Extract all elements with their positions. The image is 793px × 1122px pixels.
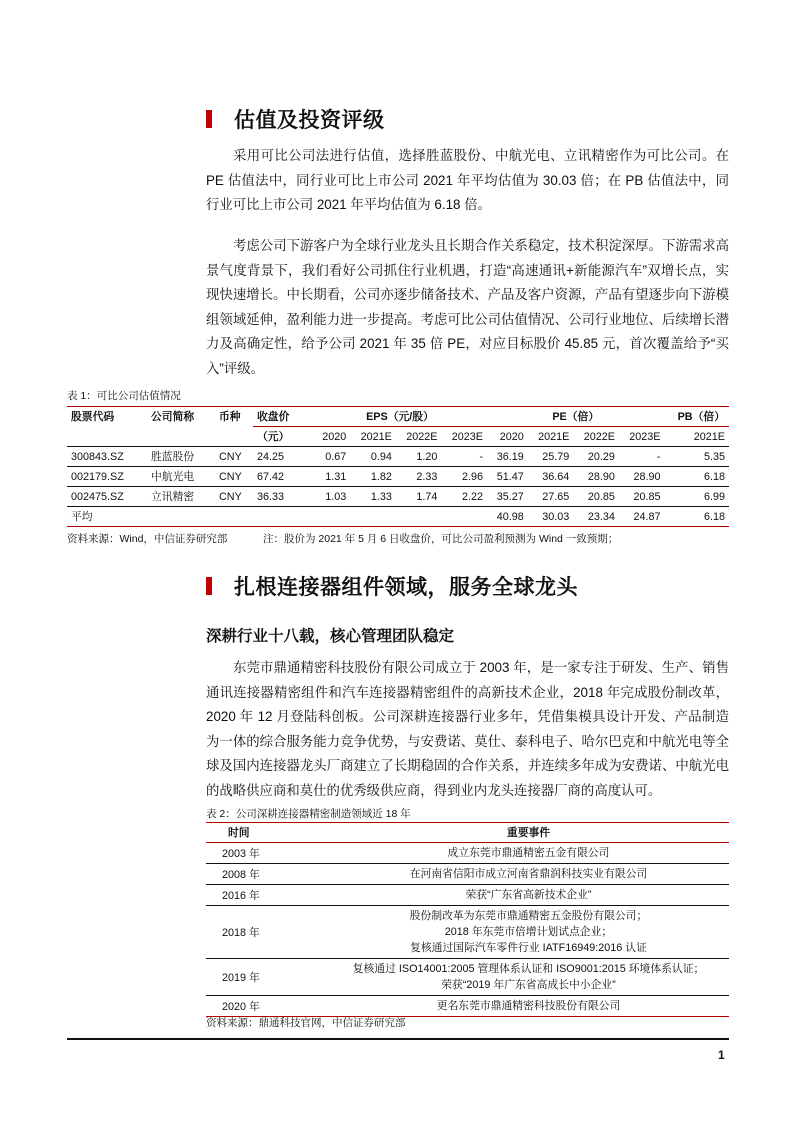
section-heading-valuation (206, 104, 385, 134)
stock-code: 002179.SZ (67, 467, 147, 487)
table-row (206, 996, 729, 1017)
table2-caption: 表 2：公司深耕连接器精密制造领域近 18 年 (206, 808, 411, 820)
milestone-event: 成立东莞市鼎通精密五金有限公司 (447, 847, 610, 859)
paragraph-investment-rating: 考虑公司下游客户为全球行业龙头且长期合作关系稳定，技术积淀深厚。下游需求高景气度背景下，我们看好公司抓住行业机遇，打造“高速通讯+新能源汽车”双增长点，实现快速增长。中长期看，公司亦逐步储备技术、产品及客户资源，产品有望逐步向下游模组领域延伸，盈利能力进一步提高。考虑可比公司估值情况、公司行业地位、后续增长潜力及高确定性，给予公司 2021 年 35 倍 PE，对应目标股价 45.85 元，首次覆盖给予“买入”评级。 (206, 238, 729, 376)
avg-pe-value: 23.34 (573, 507, 619, 527)
eps-value: 1.33 (350, 487, 396, 507)
milestone-event: 复核通过 ISO14001:2005 管理体系认证和 ISO9001:2015 环境体系认证； (352, 963, 705, 975)
milestone-event: 2018 年东莞市倍增计划试点企业； (444, 926, 613, 938)
pe-year: 2021E (528, 427, 574, 447)
paragraph-company-intro: 东莞市鼎通精密科技股份有限公司成立于 2003 年，是一家专注于研发、生产、销售通讯连接器精密组件和汽车连接器精密组件的高新技术企业，2018 年完成股份制改革，2020 年 12 月登陆科创板。公司深耕连接器行业多年，凭借集模具设计开发、产品制造为一体的综合服务能力竞争优势，与安费诺、莫仕、泰科电子、哈尔巴克和中航光电等全球及国内连接器龙头厂商建立了长期稳固的合作关系，并连续多年成为安费诺、中航光电的战略供应商和莫仕的优秀级供应商，得到业内龙头连接器厂商的高度认可。 (206, 660, 729, 798)
company-name: 中航光电 (147, 467, 215, 487)
table-row (206, 885, 729, 906)
pe-value: 28.90 (573, 467, 619, 487)
page-number: 1 (718, 1048, 725, 1062)
table-row (67, 447, 729, 467)
currency: CNY (215, 467, 253, 487)
table-row (67, 487, 729, 507)
table-row (206, 864, 729, 885)
pe-value: 35.27 (487, 487, 528, 507)
eps-value: 1.20 (396, 447, 442, 467)
col-header-pe: PE（倍） (487, 407, 665, 427)
subsection-title: 深耕行业十八载，核心管理团队稳定 (206, 628, 455, 645)
company-name: 胜蓝股份 (147, 447, 215, 467)
milestone-event: 更名东莞市鼎通精密科技股份有限公司 (436, 1000, 621, 1012)
milestones-table (206, 822, 729, 1017)
currency: CNY (215, 447, 253, 467)
milestone-year: 2008 年 (206, 864, 328, 885)
milestone-event: 荣获“广东省高新技术企业” (465, 889, 592, 901)
table2-source: 资料来源：鼎通科技官网，中信证券研究部 (206, 1017, 406, 1029)
table-row-average (67, 507, 729, 527)
eps-year: 2023E (441, 427, 487, 447)
company-name: 立讯精密 (147, 487, 215, 507)
close-price: 24.25 (253, 447, 313, 467)
milestone-event: 在河南省信阳市成立河南省鼎润科技实业有限公司 (409, 868, 648, 880)
pb-value: 6.99 (665, 487, 729, 507)
eps-value: 1.03 (313, 487, 350, 507)
eps-value: 1.82 (350, 467, 396, 487)
eps-value: 2.33 (396, 467, 442, 487)
eps-value: 0.94 (350, 447, 396, 467)
eps-year: 2021E (350, 427, 396, 447)
eps-value: 2.22 (441, 487, 487, 507)
pe-value: 51.47 (487, 467, 528, 487)
col-header-eps: EPS（元/股） (313, 407, 487, 427)
stock-code: 002475.SZ (67, 487, 147, 507)
eps-year: 2020 (313, 427, 350, 447)
col-header-time: 时间 (206, 823, 328, 843)
col-header-price: 收盘价 (253, 407, 313, 427)
milestone-year: 2018 年 (206, 906, 328, 959)
table1-caption: 表 1：可比公司估值情况 (67, 390, 181, 402)
section-title: 估值及投资评级 (234, 109, 385, 132)
pb-value: 6.18 (665, 467, 729, 487)
close-price: 67.42 (253, 467, 313, 487)
stock-code: 300843.SZ (67, 447, 147, 467)
col-header-code: 股票代码 (67, 407, 147, 427)
eps-value: - (441, 447, 487, 467)
eps-value: 2.96 (441, 467, 487, 487)
currency: CNY (215, 487, 253, 507)
milestone-year: 2019 年 (206, 959, 328, 996)
milestone-year: 2016 年 (206, 885, 328, 906)
pe-year: 2023E (619, 427, 665, 447)
table-row (67, 467, 729, 487)
pe-year: 2020 (487, 427, 528, 447)
pe-value: 28.90 (619, 467, 665, 487)
pe-value: 20.29 (573, 447, 619, 467)
eps-value: 0.67 (313, 447, 350, 467)
table-row (206, 906, 729, 959)
pe-value: 27.65 (528, 487, 574, 507)
section-title: 扎根连接器组件领域，服务全球龙头 (234, 576, 578, 599)
pe-value: 20.85 (573, 487, 619, 507)
milestone-year: 2003 年 (206, 843, 328, 864)
avg-pe-value: 40.98 (487, 507, 528, 527)
pe-value: - (619, 447, 665, 467)
table1-source: 资料来源：Wind，中信证券研究部 (67, 533, 228, 545)
eps-value: 1.74 (396, 487, 442, 507)
milestone-event: 股份制改革为东莞市鼎通精密五金股份有限公司； (409, 910, 648, 922)
avg-pe-value: 30.03 (528, 507, 574, 527)
col-header-name: 公司简称 (147, 407, 215, 427)
col-header-event: 重要事件 (328, 823, 729, 843)
col-header-pb: PB（倍） (665, 407, 729, 427)
pe-value: 36.19 (487, 447, 528, 467)
pe-year: 2022E (573, 427, 619, 447)
milestone-year: 2020 年 (206, 996, 328, 1017)
section-marker-bar (206, 577, 212, 595)
table1-note: 注：股价为 2021 年 5 月 6 日收盘价，可比公司盈利预测为 Wind 一致预期； (263, 533, 619, 545)
section-marker-bar (206, 110, 212, 128)
avg-pb-value: 6.18 (665, 507, 729, 527)
close-price: 36.33 (253, 487, 313, 507)
section-heading-connector (206, 571, 578, 601)
pe-value: 36.64 (528, 467, 574, 487)
price-unit: （元） (253, 427, 313, 447)
footer-divider (67, 1038, 729, 1040)
paragraph-valuation-method: 采用可比公司法进行估值，选择胜蓝股份、中航光电、立讯精密作为可比公司。在 PE 估值法中，同行业可比上市公司 2021 年平均估值为 30.03 倍；在 PB 估值法中，同行业可比上市公司 2021 年平均估值为 6.18 倍。 (206, 148, 729, 212)
eps-year: 2022E (396, 427, 442, 447)
pe-value: 20.85 (619, 487, 665, 507)
pb-year: 2021E (665, 427, 729, 447)
milestone-event: 荣获“2019 年广东省高成长中小企业” (441, 979, 616, 991)
average-label: 平均 (67, 507, 147, 527)
pe-value: 25.79 (528, 447, 574, 467)
pb-value: 5.35 (665, 447, 729, 467)
table-row (206, 959, 729, 996)
avg-pe-value: 24.87 (619, 507, 665, 527)
col-header-currency: 币种 (215, 407, 253, 427)
table-row (206, 843, 729, 864)
milestone-event: 复核通过国际汽车零件行业 IATF16949:2016 认证 (410, 942, 647, 954)
comparable-valuation-table (67, 406, 729, 527)
eps-value: 1.31 (313, 467, 350, 487)
